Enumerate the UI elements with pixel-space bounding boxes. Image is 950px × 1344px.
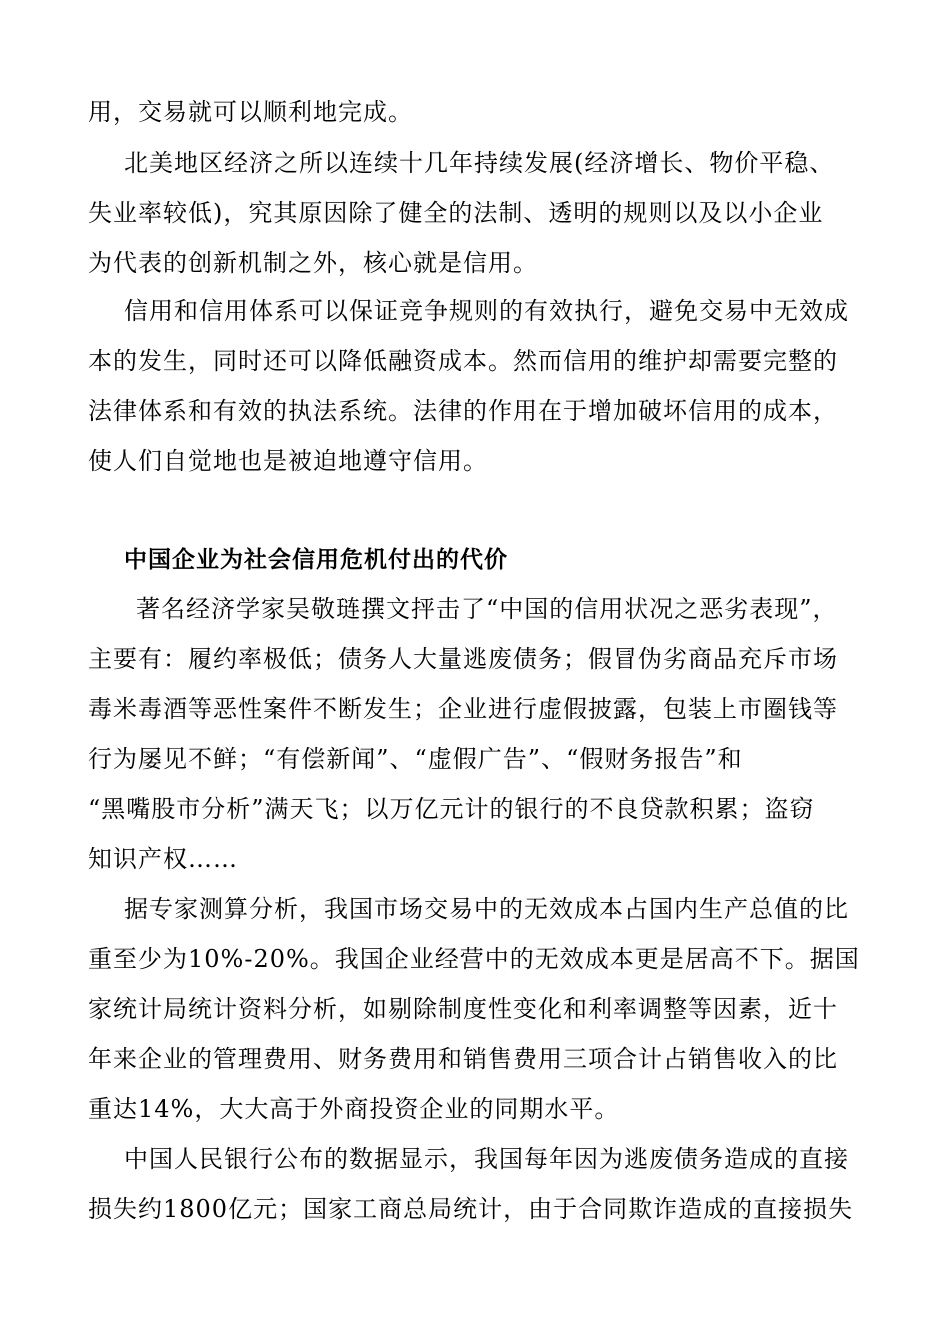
paragraph-line: 据专家测算分析，我国市场交易中的无效成本占国内生产总值的比 [124,895,849,923]
paragraph-line: “黑嘴股市分析”满天飞；以万亿元计的银行的不良贷款积累；盗窃 [88,795,815,823]
section-heading: 中国企业为社会信用危机付出的代价 [124,547,508,573]
paragraph-line: 主要有：履约率极低；债务人大量逃废债务；假冒伪劣商品充斥市场 [88,645,838,673]
paragraph-line: 知识产权…… [88,845,238,873]
paragraph-line: 中国人民银行公布的数据显示，我国每年因为逃废债务造成的直接 [124,1145,849,1173]
paragraph-line: 失业率较低)，究其原因除了健全的法制、透明的规则以及以小企业 [88,199,824,227]
paragraph-line: 著名经济学家吴敬琏撰文抨击了“中国的信用状况之恶劣表现”， [136,595,838,623]
paragraph-line: 家统计局统计资料分析，如剔除制度性变化和利率调整等因素，近十 [88,995,838,1023]
paragraph-line: 信用和信用体系可以保证竞争规则的有效执行，避免交易中无效成 [124,297,849,325]
paragraph-line: 本的发生，同时还可以降低融资成本。然而信用的维护却需要完整的 [88,347,838,375]
paragraph-line: 法律体系和有效的执法系统。法律的作用在于增加破坏信用的成本， [88,397,838,425]
paragraph-line: 北美地区经济之所以连续十几年持续发展(经济增长、物价平稳、 [124,149,835,177]
paragraph-line: 重至少为10%-20%。我国企业经营中的无效成本更是居高不下。据国 [88,945,860,973]
paragraph-line: 为代表的创新机制之外，核心就是信用。 [88,249,538,277]
paragraph-line: 损失约1800亿元；国家工商总局统计，由于合同欺诈造成的直接损失 [88,1195,854,1223]
paragraph-line: 重达14%，大大高于外商投资企业的同期水平。 [88,1095,620,1123]
paragraph-line: 毒米毒酒等恶性案件不断发生；企业进行虚假披露，包装上市圈钱等 [88,695,838,723]
paragraph-line: 行为屡见不鲜；“有偿新闻”、“虚假广告”、“假财务报告”和 [88,745,743,773]
paragraph-line: 用，交易就可以顺利地完成。 [88,98,413,126]
paragraph-line: 使人们自觉地也是被迫地遵守信用。 [88,447,488,475]
paragraph-line: 年来企业的管理费用、财务费用和销售费用三项合计占销售收入的比 [88,1045,838,1073]
